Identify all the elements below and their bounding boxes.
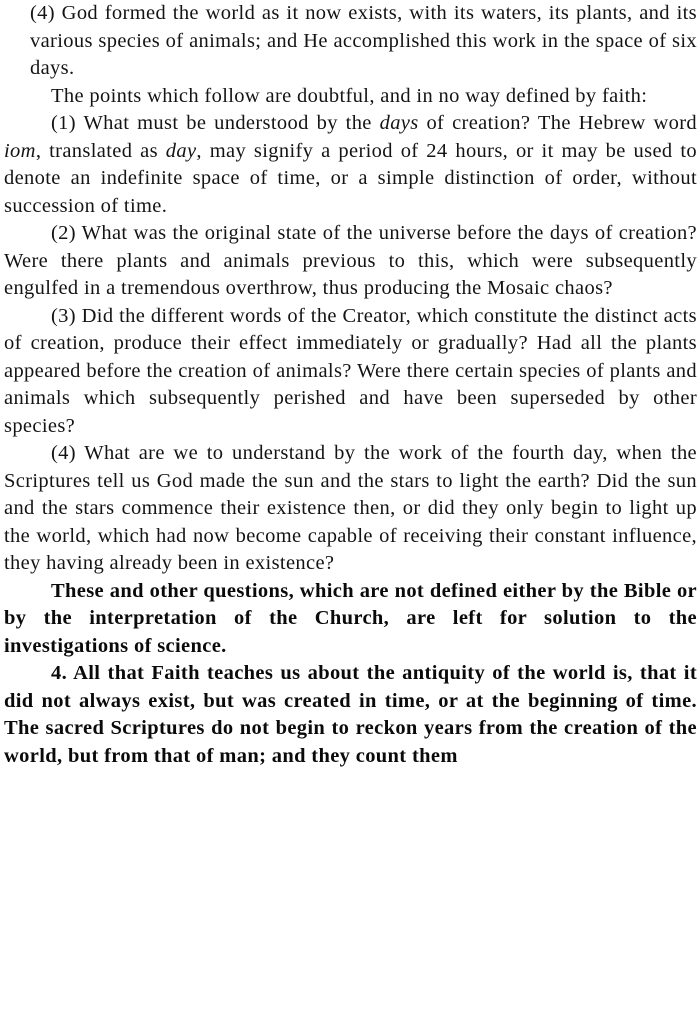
paragraph-question-words-of-creator [4,303,697,441]
paragraph-other-questions [4,578,697,661]
paragraph-text: These and other questions, which are not defined either by the Bible or by the interpretation of the Church, are left for solution to the investigations of science. [4,579,697,657]
paragraph-text: (4) God formed the world as it now exists, with its waters, its plants, and its various species of animals; and He accomplished this work in the space of six days. [30,2,697,79]
paragraph-text: (1) What must be understood by the [51,112,380,134]
paragraph-text: (3) Did the different words of the Creator, which constitute the distinct acts of creation, produce their effect immediately or gradually? Had all the plants appeared before the creation of animals? Were there certain species of plants and animals which subsequently perished and have been superseded by other species? [4,304,697,437]
paragraph-text: , translated as [35,139,166,162]
paragraph-question-days [4,110,697,220]
emphasis-iom: iom [4,139,36,162]
paragraph-question-original-state [4,220,697,303]
paragraph-text: of creation? The Hebrew word [418,112,697,134]
paragraph-text: (2) What was the original state of the universe before the days of creation? Were there plants and animals previous to this, which were subsequently engulfed in a tremendous overthrow, thus producing the Mosaic chaos? [4,222,697,299]
emphasis-days: days [379,112,419,134]
paragraph-doubtful-points [4,83,697,111]
paragraph-text: 4. All that Faith teaches us about the antiquity of the world is, that it did not always exist, but was created in time, or at the beginning of time. The sacred Scriptures do not begin to reckon years from the creation of the world, but from that of man; and they count them [4,662,697,767]
paragraph-text: (4) What are we to understand by the work of the fourth day, when the Scriptures tell us God made the sun and the stars to light the earth? Did the sun and the stars commence their existence then, or did they only begin to light up the world, which had now become capable of receiving their constant influence, they having already been in existence? [4,442,697,574]
document-page [4,0,697,1028]
paragraph-text: The points which follow are doubtful, and in no way defined by faith: [51,84,648,107]
paragraph-antiquity-of-world [4,660,697,770]
paragraph-god-formed-world [4,0,697,83]
paragraph-text: , may signify a period of 24 hours, or it may be used to denote an indefinite space of time, or a simple distinction of order, without succession of time. [4,139,697,217]
paragraph-question-fourth-day [4,440,697,578]
emphasis-day: day [165,139,197,162]
